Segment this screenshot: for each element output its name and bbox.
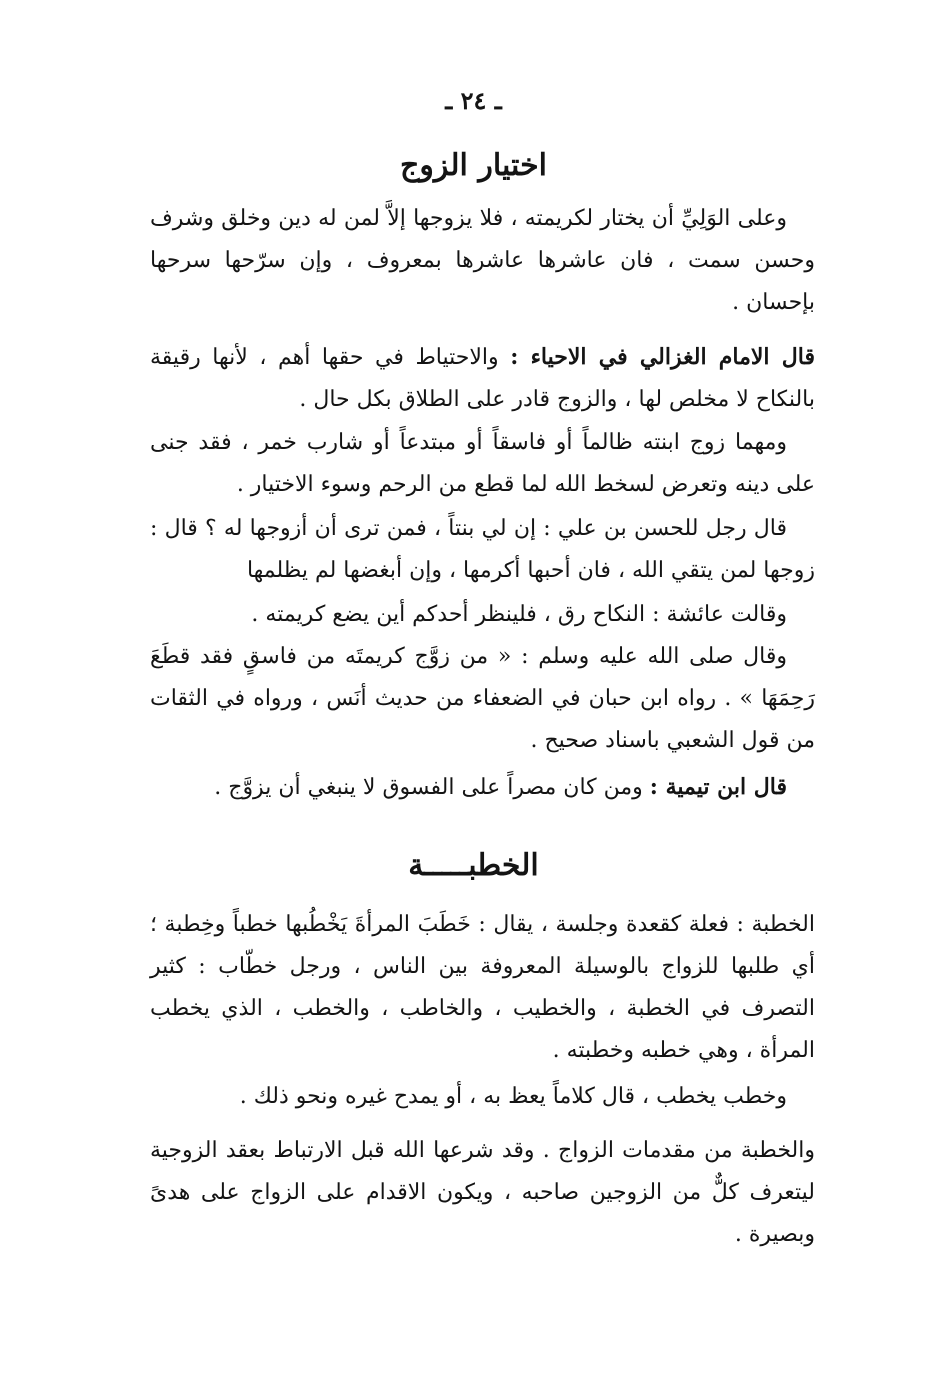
paragraph-text: ومهما زوج ابنته ظالماً أو فاسقاً أو مبتدعاً أو شارب خمر ، فقد جنى على دينه وتعرض لسخط الله لما قطع من الرحم وسوء الاختيار . xyxy=(150,430,815,497)
paragraph xyxy=(150,198,815,324)
paragraph-text: والخطبة من مقدمات الزواج . وقد شرعها الله قبل الارتباط بعقد الزوجية ليتعرف كلٌّ من الزوجين صاحبه ، ويكون الاقدام على الزواج على هدىً وبصيرة . xyxy=(150,1138,815,1247)
paragraph-text: قال رجل للحسن بن علي : إن لي بنتاً ، فمن ترى أن أزوجها له ؟ قال : زوجها لمن يتقي الله ، فان أحبها أكرمها ، وإن أبغضها لم يظلمها xyxy=(150,516,815,583)
paragraph xyxy=(150,1130,815,1256)
paragraph-text: الخطبة : فعلة كقعدة وجلسة ، يقال : خَطَبَ المرأةَ يَخْطُبها خطباً وخِطبة ؛ أي طلبها للزواج بالوسيلة المعروفة بين الناس ، ورجل خطّاب : كثير التصرف في الخطبة ، والخطيب ، والخاطب ، والخطب ، الذي يخطب المرأة ، وهي خطبه وخطبته . xyxy=(150,912,815,1063)
paragraph xyxy=(150,508,815,592)
paragraph-text: والاحتياط في حقها أهم ، لأنها رقيقة بالنكاح لا مخلص لها ، والزوج قادر على الطلاق بكل حال . xyxy=(150,345,815,412)
paragraph xyxy=(150,422,815,506)
paragraph xyxy=(150,766,815,809)
section-heading-engagement: الخطبـــــة xyxy=(408,848,539,883)
paragraph-lead: قال ابن تيمية : xyxy=(649,774,787,800)
paragraph xyxy=(150,1076,815,1118)
paragraph xyxy=(150,636,815,762)
paragraph-text: ومن كان مصراً على الفسوق لا ينبغي أن يزوَّج . xyxy=(214,775,643,800)
paragraph-text: وقالت عائشة : النكاح رق ، فلينظر أحدكم أين يضع كريمته . xyxy=(251,602,787,627)
paragraph-text: وعلى الوَلِيِّ أن يختار لكريمته ، فلا يزوجها إلاَّ لمن له دين وخلق وشرف وحسن سمت ، فان عاشرها عاشرها بمعروف ، وإن سرّحها سرحها بإحسان . xyxy=(150,206,815,315)
section-heading-choosing-husband: اختيار الزوج xyxy=(400,148,547,183)
paragraph xyxy=(150,336,815,421)
paragraph xyxy=(150,594,815,636)
paragraph-lead: قال الامام الغزالي في الاحياء : xyxy=(510,344,815,370)
page-number: ـ ٢٤ ـ xyxy=(445,86,502,115)
paragraph-text: وقال صلى الله عليه وسلم : « من زوَّج كريمتَه من فاسقٍ فقد قطَعَ رَحِمَهَا » . رواه ابن حبان في الضعفاء من حديث أنَس ، ورواه في الثقات من قول الشعبي باسناد صحيح . xyxy=(150,644,815,753)
paragraph-text: وخطب يخطب ، قال كلاماً يعظ به ، أو يمدح غيره ونحو ذلك . xyxy=(239,1084,787,1109)
paragraph xyxy=(150,904,815,1072)
